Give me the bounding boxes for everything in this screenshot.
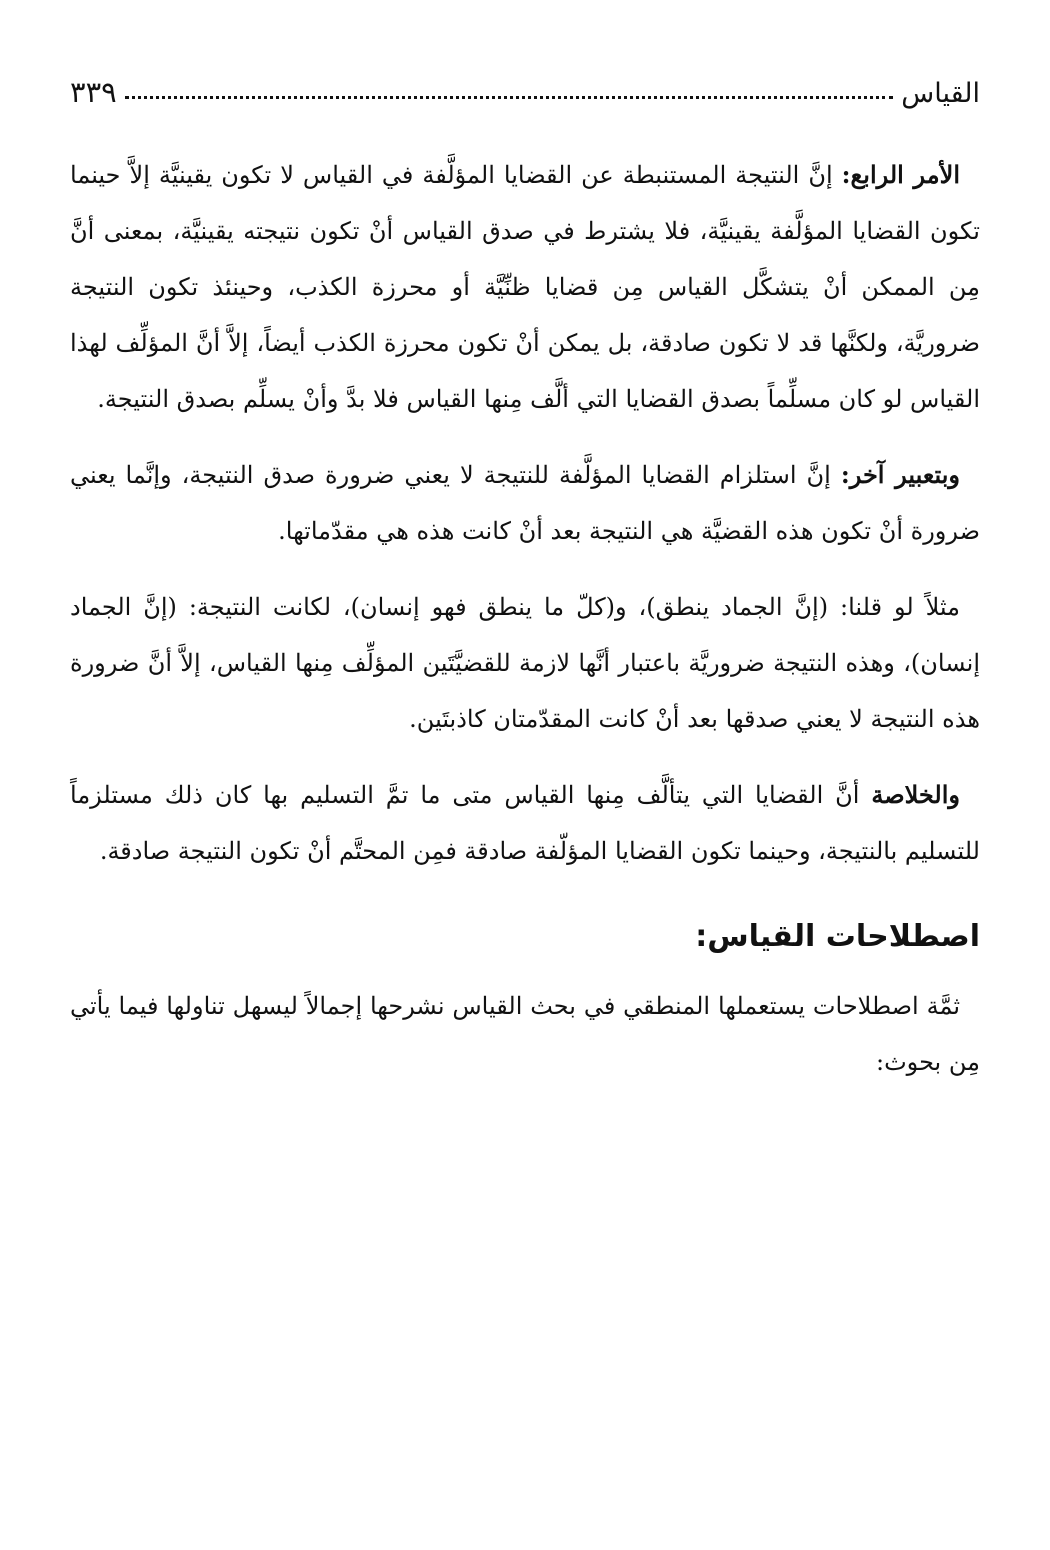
paragraph-text: إنَّ استلزام القضايا المؤلَّفة للنتيجة لا يعني ضرورة صدق النتيجة، وإنَّما يعني ضرورة أنْ تكون هذه القضيَّة هي النتيجة بعد أنْ كانت هذه هي مقدّماتها.: [70, 461, 980, 545]
running-header: [70, 55, 980, 107]
paragraph-lead: الأمر الرابع:: [841, 160, 961, 189]
paragraph-summary: [70, 767, 980, 879]
header-leader-dots: [125, 95, 894, 99]
paragraph-text: إنَّ النتيجة المستنبطة عن القضايا المؤلَّفة في القياس لا تكون يقينيَّة إلاَّ حينما تكون القضايا المؤلَّفة يقينيَّة، فلا يشترط في صدق القياس أنْ تكون نتيجته يقينيَّة، بمعنى أنَّ مِن الممكن أنْ يتشكَّل القياس مِن قضايا ظنِّيَّة أو محرزة الكذب، وحينئذ تكون النتيجة ضروريَّة، ولكنَّها قد لا تكون صادقة، بل يمكن أنْ تكون محرزة الكذب أيضاً، إلاَّ أنَّ المؤلِّف لهذا القياس لو كان مسلِّماً بصدق القضايا التي ألَّف مِنها القياس فلا بدَّ وأنْ يسلِّم بصدق النتيجة.: [70, 161, 980, 413]
paragraph-fourth-matter: [70, 147, 980, 427]
paragraph-lead: والخلاصة: [871, 780, 960, 809]
paragraph-other-expression: [70, 447, 980, 559]
paragraph-text: مثلاً لو قلنا: (إنَّ الجماد ينطق)، و(كلّ ما ينطق فهو إنسان)، لكانت النتيجة: (إنَّ الجماد إنسان)، وهذه النتيجة ضروريَّة باعتبار أنَّها لازمة للقضيَّتَين المؤلِّف مِنها القياس، إلاَّ أنَّ ضرورة هذه النتيجة لا يعني صدقها بعد أنْ كانت المقدّمتان كاذبتَين.: [70, 593, 980, 733]
page-number: ٣٣٩: [70, 75, 117, 109]
paragraph-example: [70, 579, 980, 747]
paragraph-lead: وبتعبير آخر:: [840, 460, 960, 489]
paragraph-text: أنَّ القضايا التي يتألَّف مِنها القياس متى ما تمَّ التسليم بها كان ذلك مستلزماً للتسليم بالنتيجة، وحينما تكون القضايا المؤلّفة صادقة فمِن المحتَّم أنْ تكون النتيجة صادقة.: [70, 781, 980, 865]
paragraph-terms-intro: ثمَّة اصطلاحات يستعملها المنطقي في بحث القياس نشرحها إجمالاً ليسهل تناولها فيما يأتي مِن بحوث:: [70, 992, 980, 1076]
book-page: [70, 55, 980, 1515]
section-heading: اصطلاحات القياس:: [695, 919, 980, 954]
running-title: القياس: [901, 78, 980, 109]
